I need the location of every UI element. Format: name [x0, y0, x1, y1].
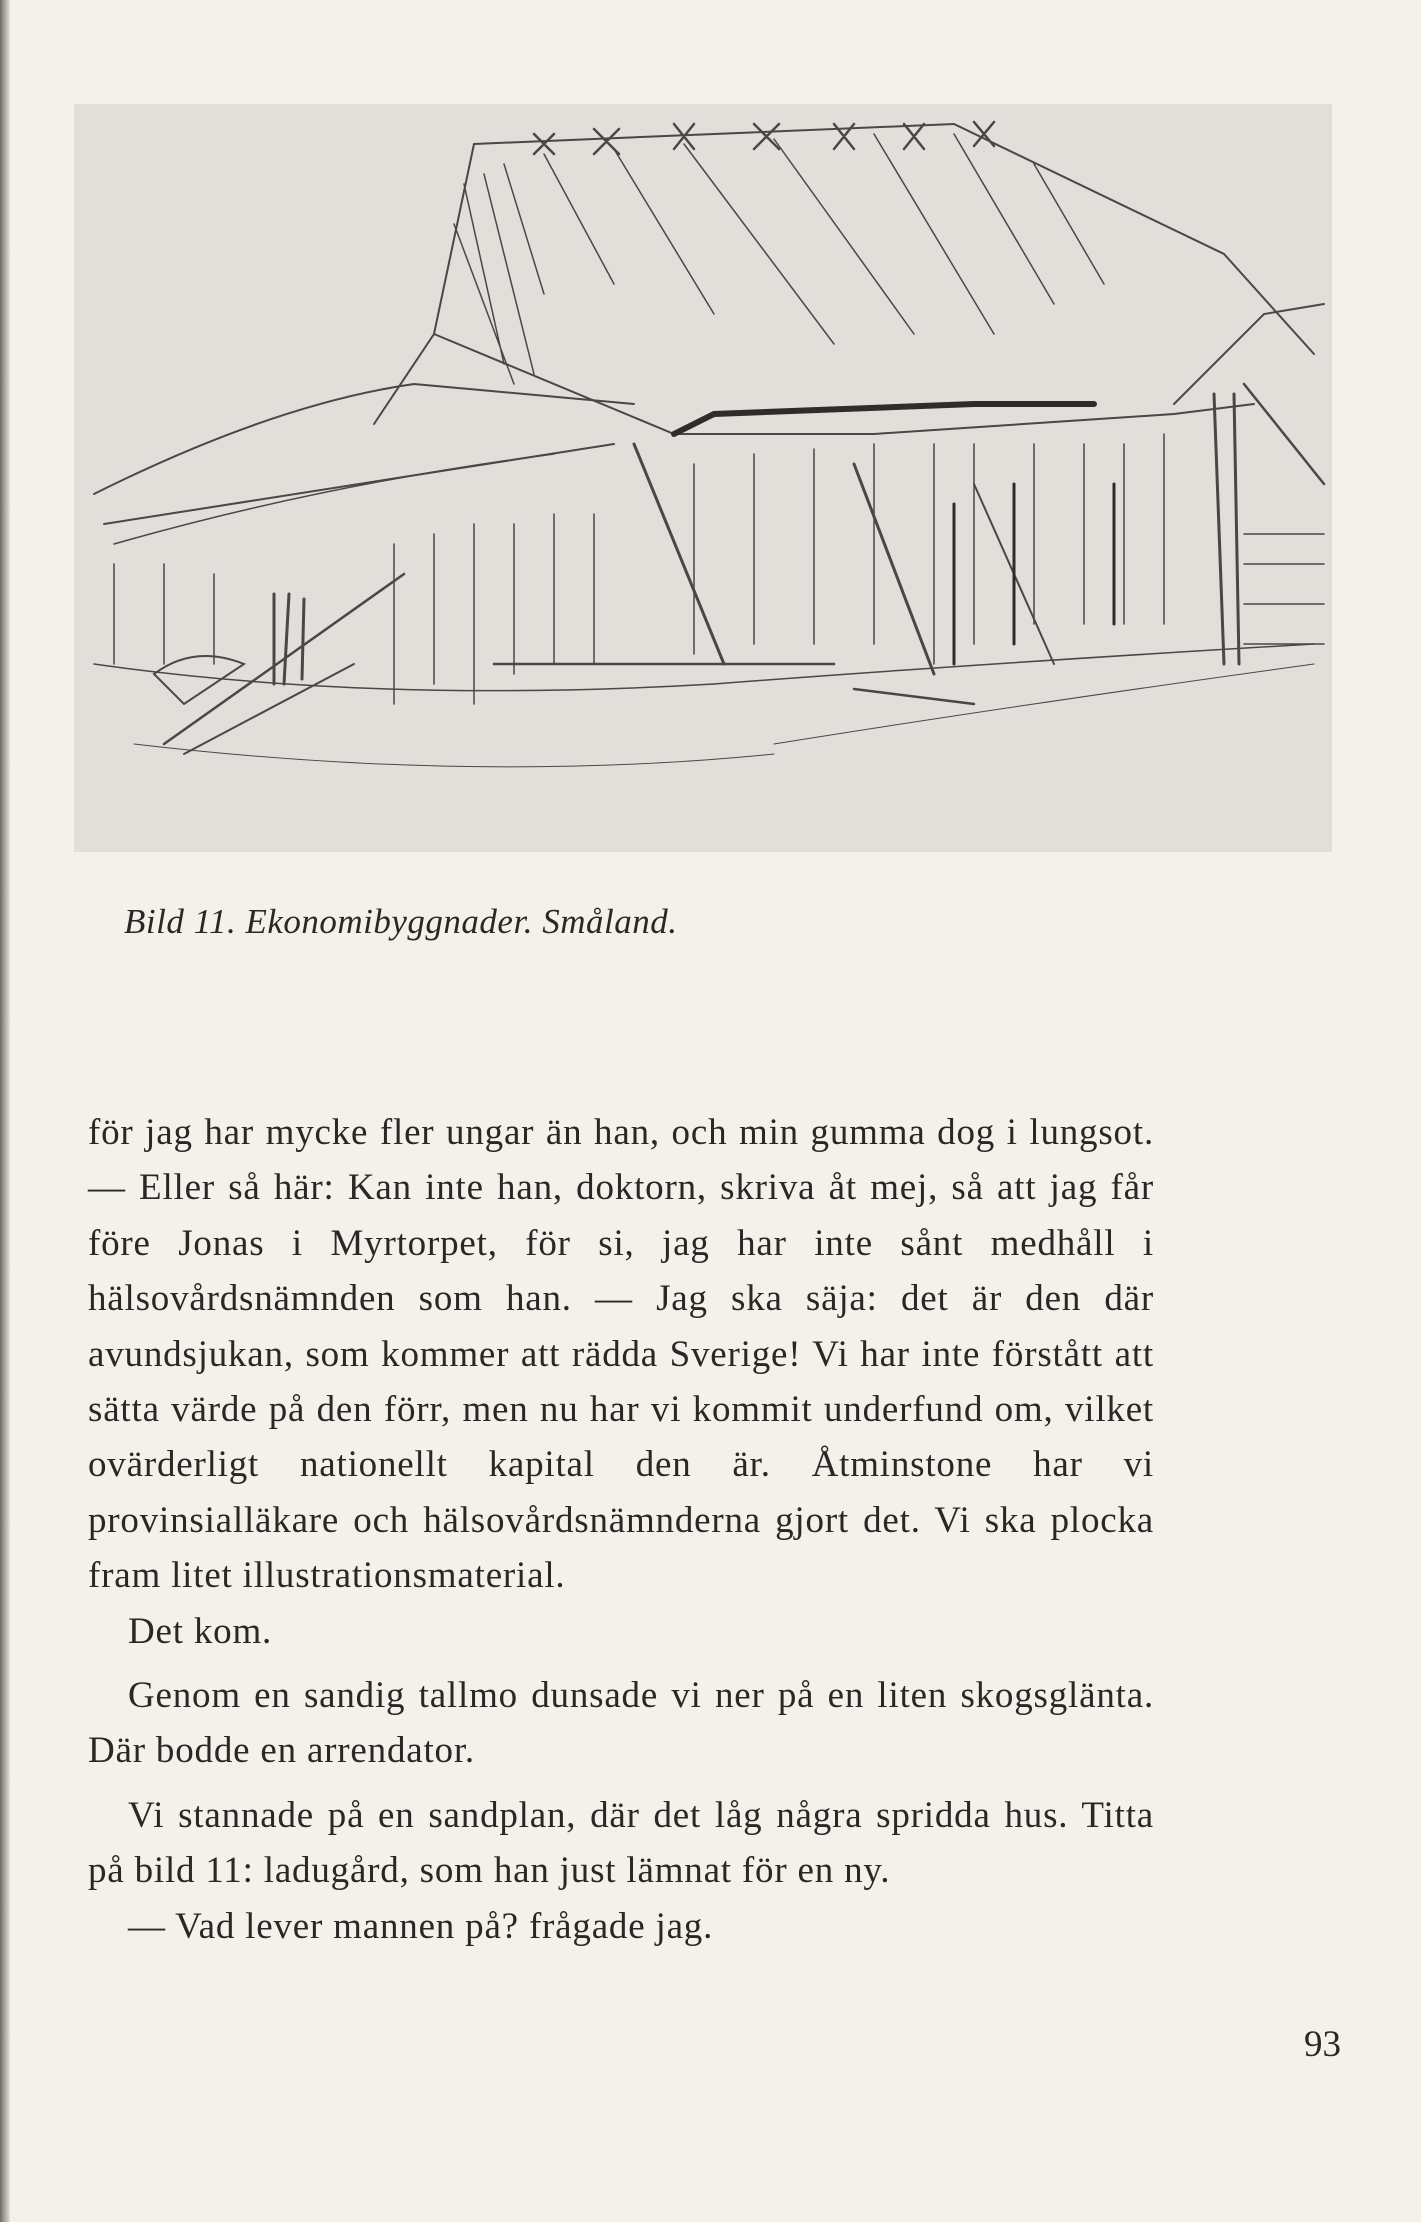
paragraph: Genom en sandig tallmo dunsade vi ner på en liten skogsglänta. Där bodde en arrendator. — [88, 1675, 1154, 1772]
paragraph: för jag har mycke fler ungar än han, och min gumma dog i lungsot. — Eller så här: Kan inte han, doktorn, skriva åt mej, så att jag får före Jonas i Myrtorpet, för si, jag har inte sånt medhåll i hälsovårdsnämnden som han. — Jag ska säja: det är den där avundsjukan, som kommer att rädda Sverige! Vi har inte förstått att sätta värde på den förr, men nu har vi kommit underfund om, vilket ovärderligt nationellt kapital den är. Åtminstone har vi provinsialläkare och hälsovårdsnämnderna gjort det. Vi ska plocka fram litet illustrationsmaterial. — [88, 1112, 1154, 1597]
page-number: 93 — [1304, 2024, 1341, 2065]
barn-sketch-drawing — [74, 104, 1332, 852]
figure-caption: Bild 11. Ekonomibyggnader. Småland. — [124, 902, 678, 941]
paragraph: Det kom. — [128, 1610, 273, 1652]
paragraph: — Vad lever mannen på? frågade jag. — [128, 1905, 714, 1947]
sketch-illustration — [74, 104, 1332, 852]
body-text — [88, 1105, 1154, 1954]
page-edge-shadow — [0, 0, 10, 2222]
paragraph: Vi stannade på en sandplan, där det låg några spridda hus. Titta på bild 11: ladugård, som han just lämnat för en ny. — [88, 1794, 1154, 1892]
